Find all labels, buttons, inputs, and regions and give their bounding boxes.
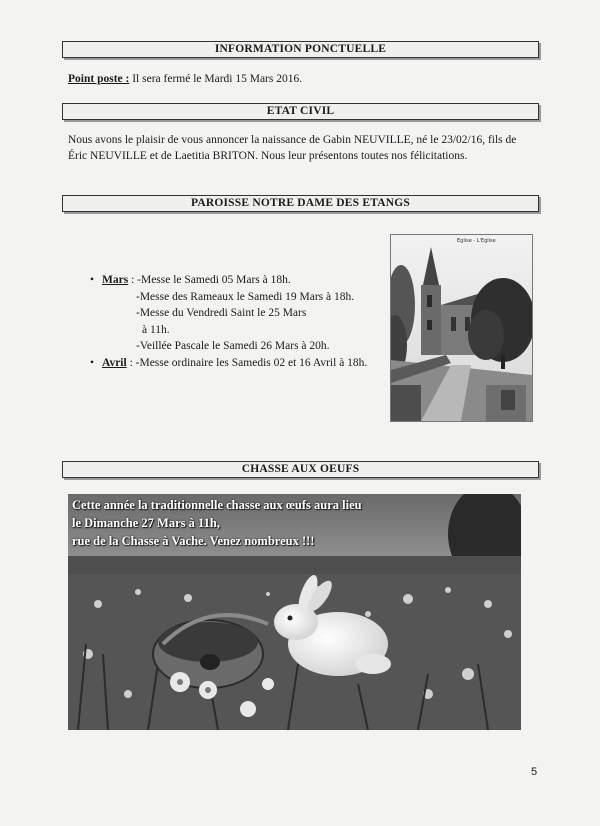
bullet: • [90, 274, 95, 286]
egg-hunt-announcement [72, 496, 512, 550]
etat-civil-line-1: Nous avons le plaisir de vous annoncer la naissance de Gabin NEUVILLE, né le 23/02/16, fils de [68, 134, 517, 146]
announcement-line-3: rue de la Chasse à Vache. Venez nombreux !!! [72, 534, 315, 548]
easter-bunny-photo [68, 494, 521, 730]
announcement-line-1: Cette année la traditionnelle chasse aux œufs aura lieu [72, 498, 362, 512]
mass-item-text: : -Messe ordinaire les Samedis 02 et 16 Avril à 18h. [129, 356, 368, 369]
point-poste-label: Point poste : [68, 73, 130, 85]
point-poste-paragraph [68, 71, 302, 87]
list-item: -Messe des Rameaux le Samedi 19 Mars à 18h. [136, 290, 355, 303]
mass-schedule-list [90, 272, 390, 371]
list-item: à 11h. [142, 323, 170, 336]
section-title-etat-civil: ETAT CIVIL [62, 103, 539, 120]
church-caption: Eglise - L'Eglise [457, 238, 496, 244]
section-title-chasse: CHASSE AUX OEUFS [62, 461, 539, 478]
etat-civil-paragraph [68, 132, 548, 164]
month-label-avril: Avril [102, 356, 127, 369]
list-item: -Veillée Pascale le Samedi 26 Mars à 20h. [136, 340, 330, 352]
mass-item-text: : -Messe le Samedi 05 Mars à 18h. [131, 274, 291, 286]
list-item [90, 355, 390, 372]
bullet: • [90, 356, 95, 369]
church-illustration [391, 235, 532, 421]
church-photo [390, 234, 533, 422]
point-poste-text: Il sera fermé le Mardi 15 Mars 2016. [132, 73, 303, 85]
month-label-mars: Mars [102, 274, 129, 286]
section-title-information: INFORMATION PONCTUELLE [62, 41, 539, 58]
section-title-paroisse: PAROISSE NOTRE DAME DES ETANGS [62, 195, 539, 212]
announcement-line-2: le Dimanche 27 Mars à 11h, [72, 516, 220, 530]
etat-civil-line-2: Éric NEUVILLE et de Laetitia BRITON. Nous leur présentons toutes nos félicitations. [68, 150, 468, 162]
page-number: 5 [531, 766, 538, 778]
list-item: -Messe du Vendredi Saint le 25 Mars [136, 307, 307, 319]
list-item [90, 272, 390, 289]
